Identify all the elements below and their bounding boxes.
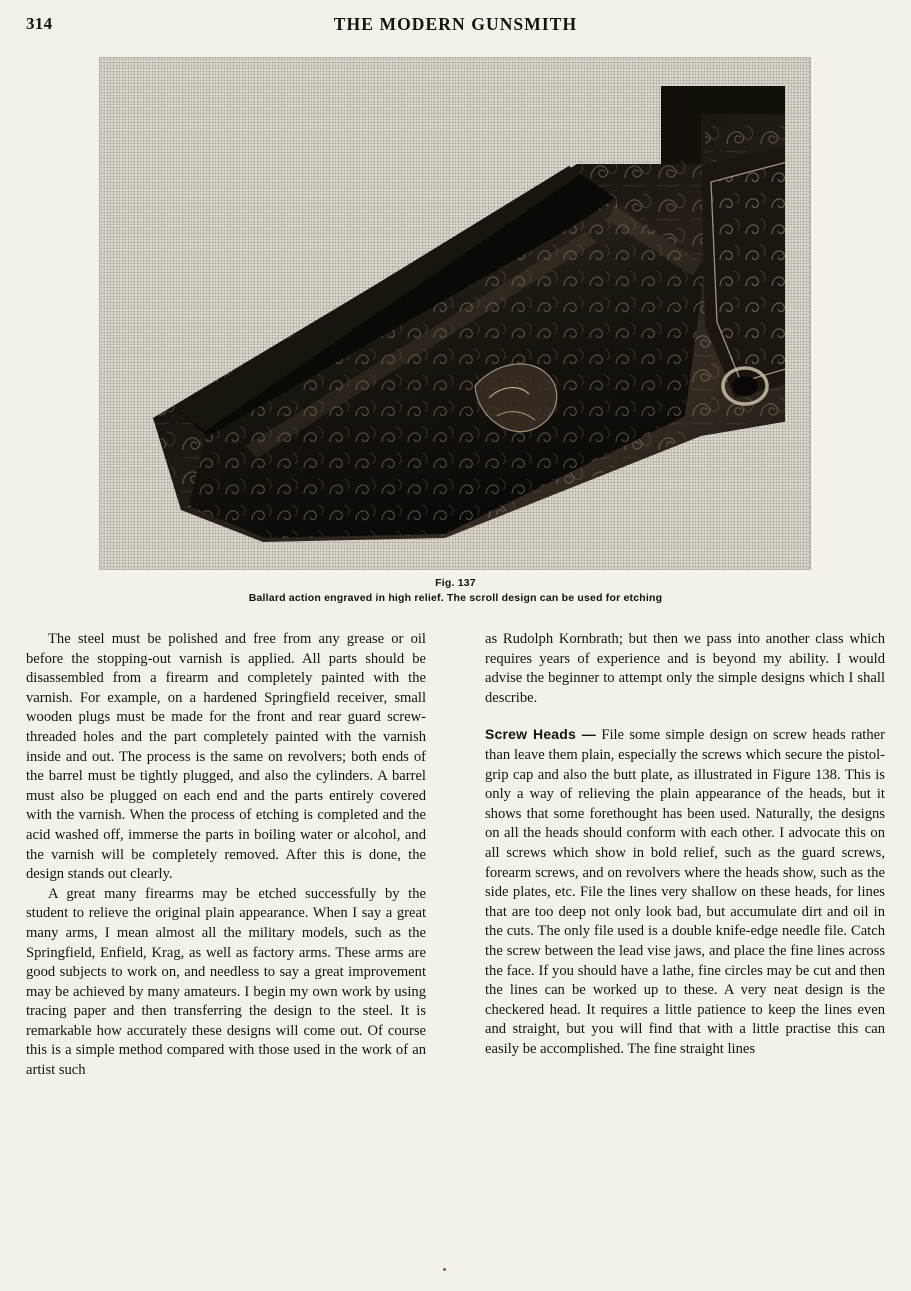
body-columns xyxy=(26,630,885,1270)
right-column xyxy=(485,630,885,1059)
section-body-text: File some simple design on screw heads rather than leave them plain, especially the screws which secure the pistol-grip cap and also the butt plate, as illustrated in Figure 138. This is only a way of relieving the plain appearance of the heads, but it shows that some forethought has been used. Naturally, the designs on all the heads should conform with each other. I advocate this on all screws which show in bold relief, such as the guard screws, forearm screws, and on revolvers where the heads show, such as the side plates, etc. File the lines very shallow on these heads, for lines that are too deep not only look bad, but accumulate dirt and oil in the cuts. The only file used is a double knife-edge needle file. Catch the screw between the lead vise jaws, and place the fine lines across the face. If you should have a lathe, fine circles may be cut and then the lines can be worked up to these. A very neat design is the checkered head. It requires a little patience to keep the lines even and straight, but you will find that with a little practise this can easily be accomplished. The fine straight lines xyxy=(485,727,885,1057)
page-header xyxy=(0,14,911,40)
figure-caption xyxy=(0,576,911,606)
left-column xyxy=(26,630,426,1081)
screw-heads-section xyxy=(485,725,885,1059)
page-number: 314 xyxy=(26,14,53,33)
section-heading: Screw Heads — xyxy=(485,726,596,743)
figure-number: Fig. 137 xyxy=(435,577,476,589)
figure-image xyxy=(99,57,811,570)
paragraph: The steel must be polished and free from any grease or oil before the stopping-out varnish is applied. All parts should be disassembled from a firearm and completely painted with the varnish. For example, on a hardened Springfield receiver, small wooden plugs must be made for the front and rear guard screw-threaded holes and the part completely painted with the varnish inside and out. The process is the same on revolvers; both ends of the barrel must be tightly plugged, and also the cylinders. A barrel must also be plugged on each end and the parts entirely covered with the varnish. When the process of etching is completed and the acid washed off, immerse the parts in boiling water or alcohol, and the varnish will be completely removed. After this is done, the design stands out clearly. xyxy=(26,631,426,883)
paragraph-continuation: as Rudolph Kornbrath; but then we pass into another class which requires years of experience and is beyond my ability. I would advise the beginner to attempt only the simple designs which I shall describe. xyxy=(485,631,885,706)
engraved-action-silhouette xyxy=(145,86,785,546)
running-head-title: THE MODERN GUNSMITH xyxy=(333,14,578,34)
paragraph: A great many firearms may be etched successfully by the student to relieve the original plain appearance. When I say a great many arms, I mean almost all the military models, such as the Springfield, Enfield, Krag, as well as factory arms. These arms are good subjects to work on, and needless to say a great improvement may be achieved by many amateurs. I begin my own work by using tracing paper and then transferring the design to the steel. It is remarkable how accurately these designs will come out. Of course this is a simple method compared with those used in the work of an artist such xyxy=(26,885,426,1079)
figure-caption-text: Ballard action engraved in high relief. The scroll design can be used for etching xyxy=(248,592,663,604)
press-mark xyxy=(443,1268,446,1271)
